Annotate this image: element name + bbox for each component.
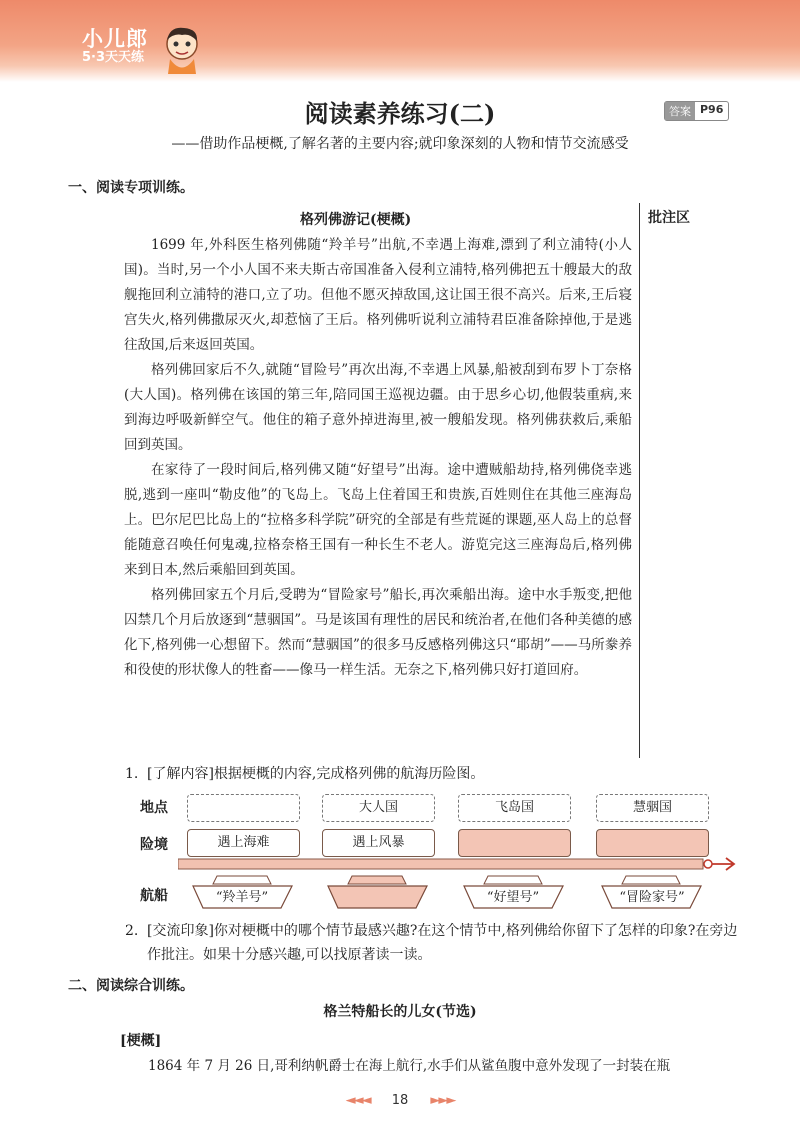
story-paragraph: 格列佛回家五个月后,受聘为“冒险家号”船长,再次乘船出海。途中水手叛变,把他囚禁几个月后放逐到“慧骃国”。马是该国有理性的居民和统治者,在他们各种美德的感化下,格列佛一心想留下。然而“慧骃国”的很多马反感格列佛这只“耶胡”——马所豢养和役使的形状像人的牲畜——像马一样生活。无奈之下,格列佛只好打道回府。 [124, 587, 632, 678]
story-paragraph: 1699 年,外科医生格列佛随“羚羊号”出航,不幸遇上海难,漂到了利立浦特(小人国)。当时,另一个小人国不来夫斯古帝国准备入侵利立浦特,格列佛把五十艘最大的敌舰拖回利立浦特的港口,立了功。但他不愿灭掉敌国,这让国王很不高兴。后来,王后寝宫失火,格列佛撒尿灭火,却惹恼了王后。格列佛听说利立浦特君臣准备除掉他,于是逃往敌国,后来返回英国。 [124, 237, 632, 353]
place-box-4: 慧骃国 [596, 794, 709, 822]
next-arrows-icon: ►►► [430, 1093, 455, 1108]
question-1 [125, 762, 745, 786]
ship-name-4: “冒险家号” [619, 890, 685, 905]
place-box-2: 大人国 [322, 794, 435, 822]
place-box-1[interactable] [187, 794, 300, 822]
ship-icon [322, 870, 433, 910]
question-text: [了解内容]根据梗概的内容,完成格列佛的航海历险图。 [147, 766, 485, 782]
map-row-label-place: 地点 [140, 800, 168, 816]
story-text [124, 233, 632, 683]
logo-main-text: 小儿郎 [82, 27, 148, 51]
summary-text: 1864 年 7 月 26 日,哥利纳帆爵士在海上航行,水手们从鲨鱼腹中意外发现了一封装在瓶 [148, 1058, 671, 1074]
prev-arrows-icon: ◄◄◄ [345, 1093, 370, 1108]
danger-box-1: 遇上海难 [187, 829, 300, 857]
story-paragraph: 格列佛回家后不久,就随“冒险号”再次出海,不幸遇上风暴,船被刮到布罗卜丁奈格(大人国)。格列佛在该国的第三年,陪同国王巡视边疆。由于思乡心切,他假装重病,来到海边呼吸新鲜空气。他住的箱子意外掉进海里,被一艘船发现。格列佛获救后,乘船回到英国。 [124, 362, 632, 453]
place-box-3: 飞岛国 [458, 794, 571, 822]
voyage-timeline [178, 857, 740, 871]
question-number: 2. [125, 923, 139, 939]
section-heading-1: 一、阅读专项训练。 [68, 180, 194, 196]
section-heading-2: 二、阅读综合训练。 [68, 978, 194, 994]
danger-box-4[interactable] [596, 829, 709, 857]
story-title: 格列佛游记(梗概) [300, 212, 412, 228]
question-number: 1. [125, 766, 139, 782]
page-title: 阅读素养练习(二) [304, 99, 496, 128]
brand-logo [82, 28, 148, 66]
ship-name-3: “好望号” [486, 890, 540, 905]
map-row-label-danger: 险境 [140, 837, 168, 853]
mascot-boy-icon [160, 24, 204, 76]
answer-reference [664, 101, 729, 121]
map-row-label-ship: 航船 [140, 888, 168, 904]
story-paragraph: 在家待了一段时间后,格列佛又随“好望号”出海。途中遭贼船劫持,格列佛侥幸逃脱,逃到一座叫“勒皮他”的飞岛上。飞岛上住着国王和贵族,百姓则住在其他三座海岛上。巴尔尼巴比岛上的“拉格多科学院”研究的全部是有些荒诞的课题,巫人岛上的总督能随意召唤任何鬼魂,拉格奈格王国有一种长生不老人。游览完这三座海岛后,格列佛来到日本,然后乘船回到英国。 [124, 462, 632, 578]
notes-area-label: 批注区 [648, 210, 690, 226]
logo-sub-text: 5·3天天练 [82, 50, 145, 65]
excerpt-title: 格兰特船长的儿女(节选) [323, 1004, 477, 1020]
danger-box-2: 遇上风暴 [322, 829, 435, 857]
summary-label: [梗概] [120, 1033, 162, 1049]
page-subtitle: ——借助作品梗概,了解名著的主要内容;就印象深刻的人物和情节交流感受 [171, 136, 629, 152]
question-text: [交流印象]你对梗概中的哪个情节最感兴趣?在这个情节中,格列佛给你留下了怎样的印象?在旁边作批注。如果十分感兴趣,可以找原著读一读。 [147, 923, 738, 963]
danger-box-3[interactable] [458, 829, 571, 857]
ship-name-1: “羚羊号” [215, 890, 269, 905]
question-2 [125, 919, 745, 967]
page-footer [0, 1093, 800, 1108]
answer-page: P96 [700, 103, 724, 116]
notes-divider [639, 203, 640, 758]
answer-tag: 答案 [665, 102, 695, 120]
page-number: 18 [391, 1093, 409, 1108]
